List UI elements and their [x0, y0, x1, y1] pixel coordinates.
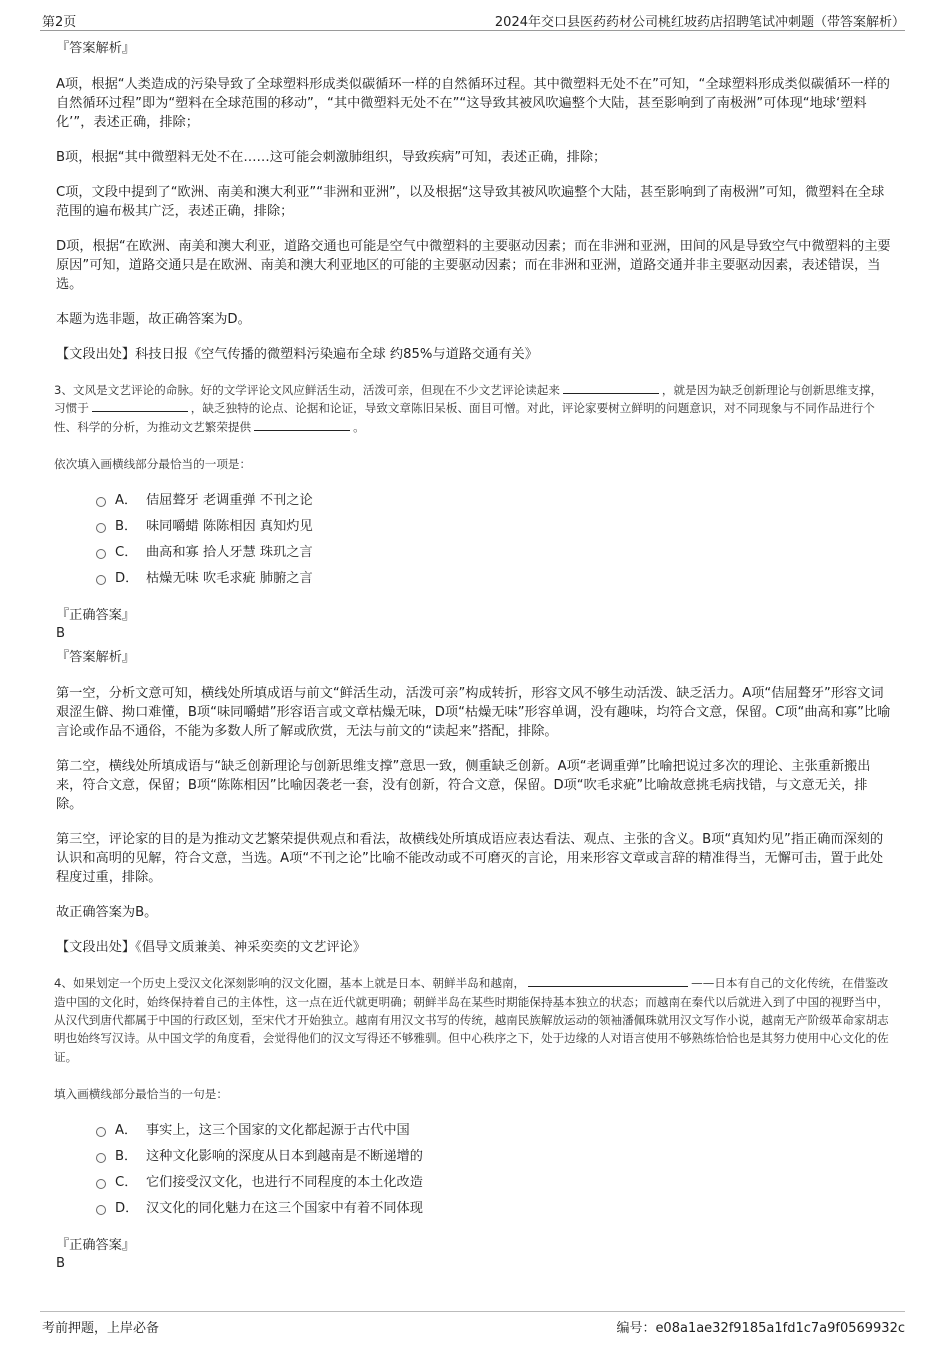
- q2-analysis-label: 『答案解析』: [56, 41, 136, 56]
- radio-button[interactable]: [96, 1127, 106, 1137]
- q2-analysis-paragraph: D项，根据“在欧洲、南美和澳大利亚，道路交通也可能是空气中微塑料的主要驱动因素；而在非洲和亚洲，田间的风是导致空气中微塑料的主要原因”可知，道路交通只是在欧洲、南美和澳大利亚地区的可能的主要驱动因素；而在非洲和亚洲，道路交通并非主要驱动因素，表述错误，当选。: [56, 239, 891, 292]
- q2-analysis-paragraph: A项，根据“人类造成的污染导致了全球塑料形成类似碳循环一样的自然循环过程。其中微塑料无处不在”可知，“全球塑料形成类似碳循环一样的自然循环过程”即为“塑料在全球范围的移动”，“其中微塑料无处不在”“这导致其被风吹遍整个大陆，甚至影响到了南极洲”可体现“地球‘塑料化’”，表述正确，排除；: [56, 77, 890, 130]
- radio-button[interactable]: [96, 549, 106, 559]
- fill-blank: [563, 381, 659, 394]
- document-id: 编号：e08a1ae32f9185a1fd1c7a9f0569932c: [616, 1321, 905, 1336]
- page-header: [40, 8, 905, 31]
- page-number: 第2页: [42, 15, 77, 30]
- radio-button[interactable]: [96, 497, 106, 507]
- radio-button[interactable]: [96, 523, 106, 533]
- q2-analysis-paragraph: C项，文段中提到了“欧洲、南美和澳大利亚”“非洲和亚洲”，以及根据“这导致其被风吹遍整个大陆，甚至影响到了南极洲”可知，微塑料在全球范围的遍布极其广泛，表述正确，排除；: [56, 185, 885, 219]
- radio-button[interactable]: [96, 1179, 106, 1189]
- page-footer: [40, 1311, 905, 1338]
- q3-analysis-paragraph: 第三空，评论家的目的是为推动文艺繁荣提供观点和看法，故横线处所填成语应表达看法、观点、主张的含义。B项“真知灼见”指正确而深刻的认识和高明的见解，符合文意，当选。A项“不刊之论”比喻不能改动或不可磨灭的言论，用来形容文章或言辞的精准得当，无懈可击，置于此处程度过重，排除。: [56, 832, 884, 886]
- q3-answer-label: 『正确答案』: [56, 608, 136, 624]
- q3-stem: 3、文风是文艺评论的命脉。好的文学评论文风应鲜活生动，活泼可亲，但现在不少文艺评论读起来 ，就是因为缺乏创新理论与创新思维支撑，习惯于 ，缺乏独特的论点、论据和论证，导致文章陈旧呆板、面目可憎。对此，评论家要树立鲜明的问题意识，对不同现象与不同作品进行个性、科学的分析，为推动文艺繁荣提供 。: [54, 383, 883, 434]
- q3-option-b[interactable]: B． 味同嚼蜡 陈陈相因 真知灼见: [56, 517, 891, 543]
- footer-slogan: 考前押题，上岸必备: [42, 1321, 160, 1336]
- q3-option-c[interactable]: C． 曲高和寡 拾人牙慧 珠玑之言: [56, 543, 891, 569]
- radio-button[interactable]: [96, 1153, 106, 1163]
- q3-source: 【文段出处】《倡导文质兼美、神采奕奕的文艺评论》: [56, 940, 366, 956]
- fill-blank: [92, 399, 188, 412]
- fill-blank: [528, 974, 688, 987]
- q4-option-d[interactable]: D． 汉文化的同化魅力在这三个国家中有着不同体现: [56, 1199, 891, 1225]
- q3-analysis-label: 『答案解析』: [56, 650, 136, 666]
- q4-stem: 4、如果划定一个历史上受汉文化深刻影响的汉文化圈，基本上就是日本、朝鲜半岛和越南， ——日本有自己的文化传统，在借鉴改造中国的文化时，始终保持着自己的主体性，这一点在近代就更明确；朝鲜半岛在某些时期能保持基本独立的状态；而越南在秦代以后就进入到了中国的视野当中，从汉代到唐代都属于中国的行政区划，至宋代才开始独立。越南有用汉文书写的传统，越南民族解放运动的领袖潘佩珠就用汉文写作小说，越南无产阶级革命家胡志明也始终写汉诗。从中国文学的角度看，会觉得他们的汉文写得还不够雅驯。但中心秩序之下，处于边缘的人对语言使用不够熟练恰恰也是其努力使用中心文化的佐证。: [54, 976, 889, 1064]
- page-content: [56, 40, 891, 1279]
- q3-option-a[interactable]: A． 佶屈聱牙 老调重弹 不刊之论: [56, 491, 891, 517]
- q3-prompt: 依次填入画横线部分最恰当的一项是：: [54, 457, 252, 472]
- q4-option-b[interactable]: B． 这种文化影响的深度从日本到越南是不断递增的: [56, 1147, 891, 1173]
- q2-conclusion: 本题为选非题，故正确答案为D。: [56, 312, 251, 327]
- document-title: 2024年交口县医药药材公司桃红坡药店招聘笔试冲刺题（带答案解析）: [494, 15, 905, 30]
- radio-button[interactable]: [96, 575, 106, 585]
- q4-option-a[interactable]: A． 事实上，这三个国家的文化都起源于古代中国: [56, 1121, 891, 1147]
- q4-prompt: 填入画横线部分最恰当的一句是：: [54, 1087, 228, 1102]
- q2-source: 【文段出处】科技日报《空气传播的微塑料污染遍布全球 约85%与道路交通有关》: [56, 347, 538, 362]
- q3-analysis-paragraph: 第一空，分析文意可知，横线处所填成语与前文“鲜活生动，活泼可亲”构成转折，形容文风不够生动活泼、缺乏活力。A项“佶屈聱牙”形容文词艰涩生僻、拗口难懂，B项“味同嚼蜡”形容语言或文章枯燥无味，D项“枯燥无味”形容单调，没有趣味，均符合文意，保留。C项“曲高和寡”比喻言论或作品不通俗，不能为多数人所了解或欣赏，无法与前文的“读起来”搭配，排除。: [56, 686, 891, 740]
- fill-blank: [254, 418, 350, 431]
- q4-answer-label: 『正确答案』: [56, 1238, 136, 1254]
- q4-answer: B: [56, 1256, 66, 1272]
- q2-analysis-paragraph: B项，根据“其中微塑料无处不在……这可能会刺激肺组织，导致疾病”可知，表述正确，排除；: [56, 150, 607, 165]
- q4-option-c[interactable]: C． 它们接受汉文化，也进行不同程度的本土化改造: [56, 1173, 891, 1199]
- q3-conclusion: 故正确答案为B。: [56, 905, 158, 921]
- radio-button[interactable]: [96, 1205, 106, 1215]
- q3-options: [56, 491, 891, 595]
- q3-option-d[interactable]: D． 枯燥无味 吹毛求疵 肺腑之言: [56, 569, 891, 595]
- q3-answer: B: [56, 626, 66, 642]
- q3-analysis-paragraph: 第二空，横线处所填成语与“缺乏创新理论与创新思维支撑”意思一致，侧重缺乏创新。A项“老调重弹”比喻把说过多次的理论、主张重新搬出来，符合文意，保留；B项“陈陈相因”比喻因袭老一套，没有创新，符合文意，保留。D项“吹毛求疵”比喻故意挑毛病找错，与文意无关，排除。: [56, 759, 871, 813]
- q4-options: [56, 1121, 891, 1225]
